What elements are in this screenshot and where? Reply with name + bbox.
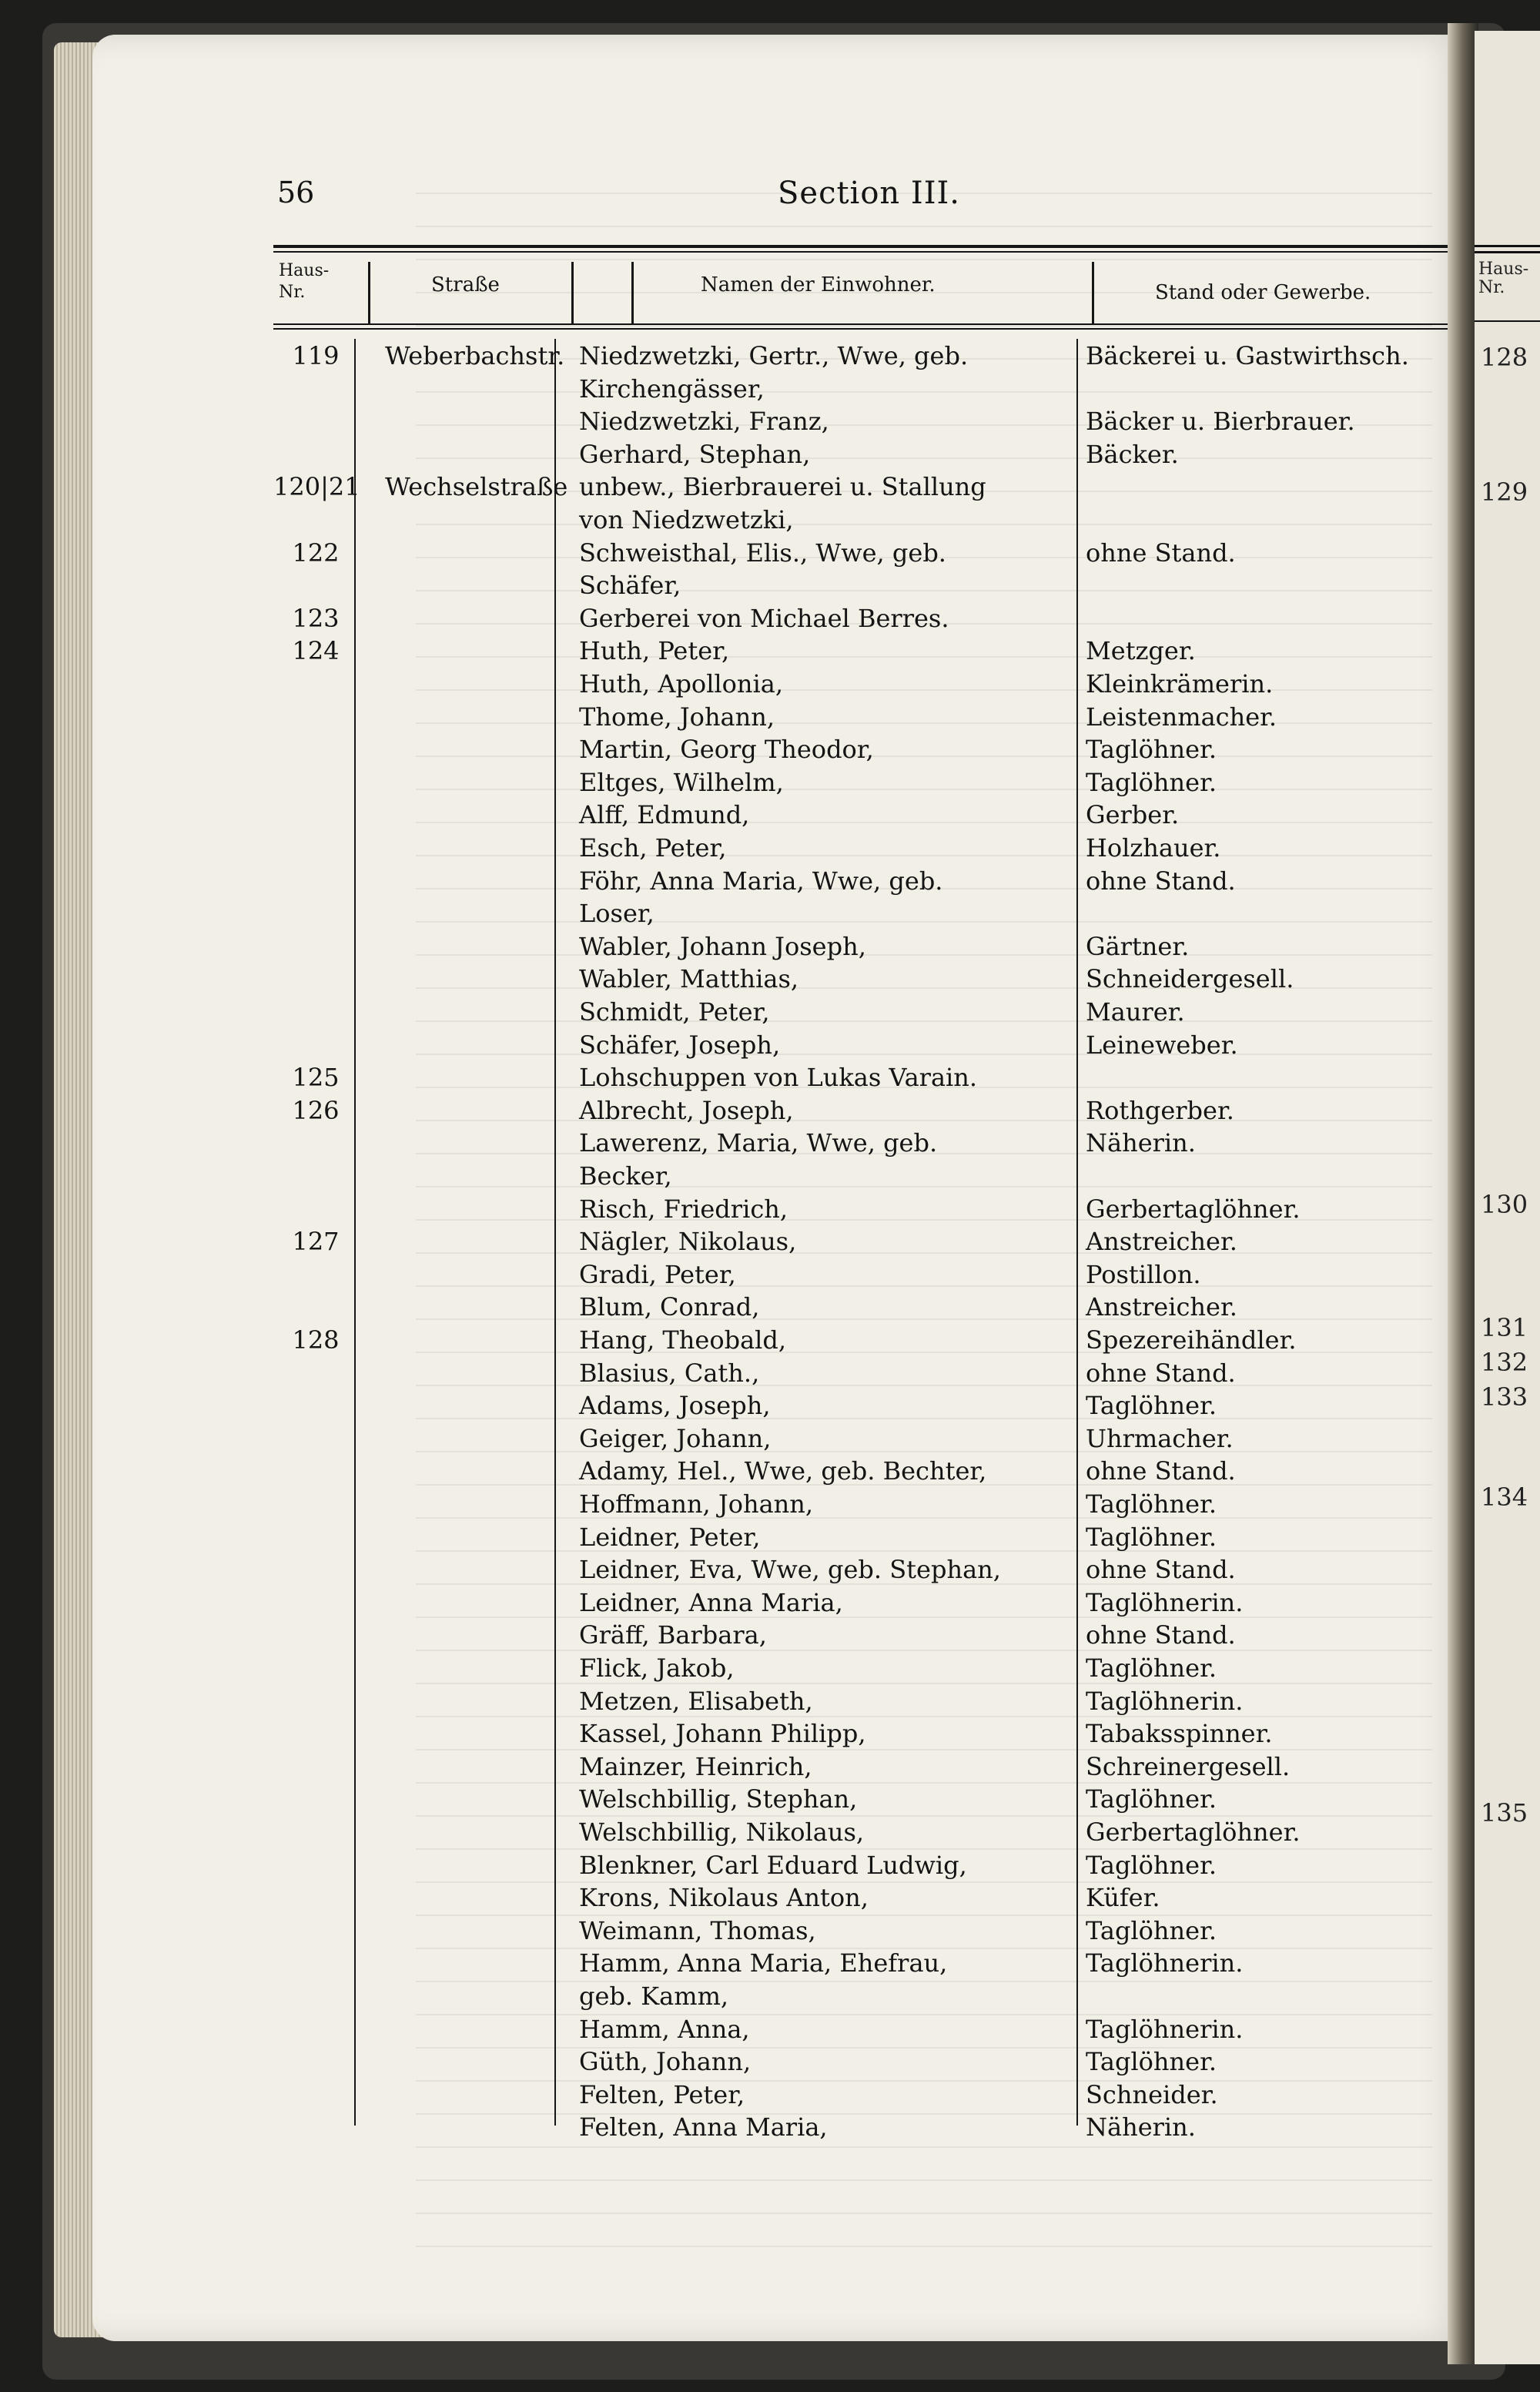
header-rule-top (273, 245, 1448, 248)
row-stand: Postillon. (1086, 1259, 1201, 1289)
row-name: Leidner, Anna Maria, (579, 1587, 843, 1617)
row-stand: Taglöhner. (1086, 1653, 1217, 1683)
row-stand: Näherin. (1086, 2112, 1196, 2142)
row-name: Huth, Apollonia, (579, 669, 784, 699)
row-stand: ohne Stand. (1086, 538, 1236, 568)
row-stand: Anstreicher. (1086, 1227, 1237, 1257)
row-stand: Maurer. (1086, 997, 1185, 1027)
row-name: Krons, Nikolaus Anton, (579, 1883, 869, 1913)
facing-page (1475, 31, 1540, 2364)
header-hausnr: Haus- Nr. (279, 261, 330, 302)
row-name: Metzen, Elisabeth, (579, 1686, 813, 1716)
facing-page-number: 131 (1481, 1313, 1528, 1342)
row-name: Leidner, Peter, (579, 1522, 761, 1552)
row-stand: Bäckerei u. Gastwirthsch. (1086, 341, 1409, 370)
row-name: Wabler, Johann Joseph, (579, 931, 866, 961)
row-stand: Taglöhner. (1086, 1850, 1217, 1880)
row-name: Blum, Conrad, (579, 1292, 760, 1322)
row-name: Risch, Friedrich, (579, 1194, 788, 1224)
row-name: Lohschuppen von Lukas Varain. (579, 1063, 978, 1093)
row-stand: Tabaksspinner. (1086, 1719, 1273, 1749)
row-stand: Taglöhnerin. (1086, 1587, 1244, 1617)
row-name: Eltges, Wilhelm, (579, 767, 784, 797)
header-strasse: Straße (431, 273, 500, 296)
row-stand: Spezereihändler. (1086, 1325, 1297, 1355)
row-stand: Taglöhner. (1086, 1522, 1217, 1552)
row-name: Leidner, Eva, Wwe, geb. Stephan, (579, 1555, 1001, 1585)
row-name: Kassel, Johann Philipp, (579, 1719, 866, 1749)
row-stand: Holzhauer. (1086, 833, 1221, 863)
row-name: Wabler, Matthias, (579, 964, 799, 994)
row-name: Adamy, Hel., Wwe, geb. Bechter, (579, 1456, 987, 1486)
row-stand: ohne Stand. (1086, 1620, 1236, 1650)
page-title: Section III. (778, 176, 961, 211)
row-name: Huth, Peter, (579, 636, 730, 666)
row-stand: Taglöhner. (1086, 1391, 1217, 1421)
row-stand: Taglöhnerin. (1086, 1686, 1244, 1716)
row-stand: Leineweber. (1086, 1030, 1238, 1060)
row-name: Geiger, Johann, (579, 1423, 772, 1453)
row-stand: Bäcker u. Bierbrauer. (1086, 407, 1355, 437)
row-stand: Kleinkrämerin. (1086, 669, 1274, 699)
row-name: Felten, Anna Maria, (579, 2112, 828, 2142)
row-name: Gerhard, Stephan, (579, 439, 811, 469)
row-name: Martin, Georg Theodor, (579, 735, 874, 765)
row-name: Kirchengässer, (579, 374, 765, 404)
row-stand: Taglöhner. (1086, 1784, 1217, 1814)
row-name: Föhr, Anna Maria, Wwe, geb. (579, 866, 943, 896)
row-name: Nägler, Nikolaus, (579, 1227, 797, 1257)
row-name: Thome, Johann, (579, 702, 775, 732)
row-name: Weimann, Thomas, (579, 1915, 816, 1945)
row-name: Esch, Peter, (579, 833, 727, 863)
header-rule-top-2 (273, 251, 1448, 253)
row-name: Hoffmann, Johann, (579, 1489, 814, 1519)
row-name: geb. Kamm, (579, 1982, 729, 2011)
row-stand: ohne Stand. (1086, 1555, 1236, 1585)
header-stand: Stand oder Gewerbe. (1155, 281, 1371, 304)
facing-page-header: Haus- Nr. (1478, 260, 1529, 297)
facing-page-number: 128 (1481, 343, 1528, 372)
row-hausnr: 119 (292, 341, 340, 370)
col-divider-1 (368, 262, 370, 323)
facing-page-number: 134 (1481, 1482, 1528, 1512)
row-stand: Taglöhner. (1086, 767, 1217, 797)
row-name: Felten, Peter, (579, 2079, 745, 2109)
row-stand: Schneidergesell. (1086, 964, 1294, 994)
row-name: Mainzer, Heinrich, (579, 1751, 812, 1781)
row-stand: Gerbertaglöhner. (1086, 1194, 1301, 1224)
row-name: Gräff, Barbara, (579, 1620, 767, 1650)
body-divider-name (554, 339, 556, 2126)
row-stand: Gärtner. (1086, 931, 1190, 961)
row-stand: Bäcker. (1086, 439, 1179, 469)
row-stand: Näherin. (1086, 1128, 1196, 1158)
row-name: Blasius, Cath., (579, 1358, 760, 1388)
facing-page-number: 130 (1481, 1190, 1528, 1219)
book-gutter (1448, 23, 1478, 2364)
row-stand: Rothgerber. (1086, 1095, 1234, 1125)
col-divider-4 (1092, 262, 1094, 323)
header-namen: Namen der Einwohner. (701, 273, 936, 296)
row-stand: Küfer. (1086, 1883, 1160, 1913)
row-stand: Schreinergesell. (1086, 1751, 1291, 1781)
row-stand: Taglöhnerin. (1086, 1948, 1244, 1978)
row-name: Becker, (579, 1161, 672, 1191)
row-name: Hamm, Anna Maria, Ehefrau, (579, 1948, 948, 1978)
row-name: Hang, Theobald, (579, 1325, 787, 1355)
row-name: Schweisthal, Elis., Wwe, geb. (579, 538, 946, 568)
row-name: Loser, (579, 899, 654, 929)
row-name: Gerberei von Michael Berres. (579, 603, 949, 633)
row-name: Welschbillig, Stephan, (579, 1784, 858, 1814)
row-hausnr: 126 (292, 1095, 340, 1125)
row-street: Wechselstraße (385, 472, 568, 502)
row-stand: Taglöhner. (1086, 1489, 1217, 1519)
row-name: Niedzwetzki, Gertr., Wwe, geb. (579, 341, 969, 370)
row-hausnr: 120|21 (273, 472, 360, 502)
row-stand: ohne Stand. (1086, 1358, 1236, 1388)
col-divider-2 (571, 262, 574, 323)
row-stand: Taglöhner. (1086, 1915, 1217, 1945)
row-name: Flick, Jakob, (579, 1653, 735, 1683)
row-hausnr: 128 (292, 1325, 340, 1355)
row-name: Niedzwetzki, Franz, (579, 407, 829, 437)
row-stand: Anstreicher. (1086, 1292, 1237, 1322)
row-hausnr: 122 (292, 538, 340, 568)
row-stand: Uhrmacher. (1086, 1423, 1234, 1453)
row-name: von Niedzwetzki, (579, 505, 794, 534)
header-rule-bottom (273, 323, 1448, 325)
row-hausnr: 127 (292, 1227, 340, 1257)
row-name: Schmidt, Peter, (579, 997, 770, 1027)
row-name: Gradi, Peter, (579, 1259, 736, 1289)
row-stand: ohne Stand. (1086, 866, 1236, 896)
row-street: Weberbachstr. (385, 341, 565, 370)
row-name: Adams, Joseph, (579, 1391, 771, 1421)
row-stand: Metzger. (1086, 636, 1196, 666)
row-stand: Gerber. (1086, 800, 1180, 830)
row-name: Blenkner, Carl Eduard Ludwig, (579, 1850, 967, 1880)
row-stand: Taglöhner. (1086, 735, 1217, 765)
row-hausnr: 124 (292, 636, 340, 666)
row-hausnr: 125 (292, 1063, 340, 1093)
row-name: Schäfer, (579, 571, 681, 601)
col-divider-3 (631, 262, 634, 323)
row-name: Schäfer, Joseph, (579, 1030, 781, 1060)
facing-page-number: 132 (1481, 1348, 1528, 1377)
facing-page-number: 135 (1481, 1798, 1528, 1828)
row-name: Hamm, Anna, (579, 2014, 750, 2044)
row-name: unbew., Bierbrauerei u. Stallung (579, 472, 986, 502)
facing-page-number: 129 (1481, 477, 1528, 507)
row-stand: ohne Stand. (1086, 1456, 1236, 1486)
row-name: Lawerenz, Maria, Wwe, geb. (579, 1128, 938, 1158)
row-stand: Leistenmacher. (1086, 702, 1277, 732)
row-hausnr: 123 (292, 603, 340, 633)
facing-page-number: 133 (1481, 1382, 1528, 1412)
row-name: Albrecht, Joseph, (579, 1095, 794, 1125)
header-rule-bottom-2 (273, 328, 1448, 330)
row-stand: Taglöhnerin. (1086, 2014, 1244, 2044)
row-stand: Schneider. (1086, 2079, 1218, 2109)
row-name: Alff, Edmund, (579, 800, 750, 830)
page-number: 56 (277, 176, 315, 209)
row-name: Welschbillig, Nikolaus, (579, 1817, 865, 1847)
row-name: Güth, Johann, (579, 2047, 752, 2077)
row-stand: Gerbertaglöhner. (1086, 1817, 1301, 1847)
row-stand: Taglöhner. (1086, 2047, 1217, 2077)
